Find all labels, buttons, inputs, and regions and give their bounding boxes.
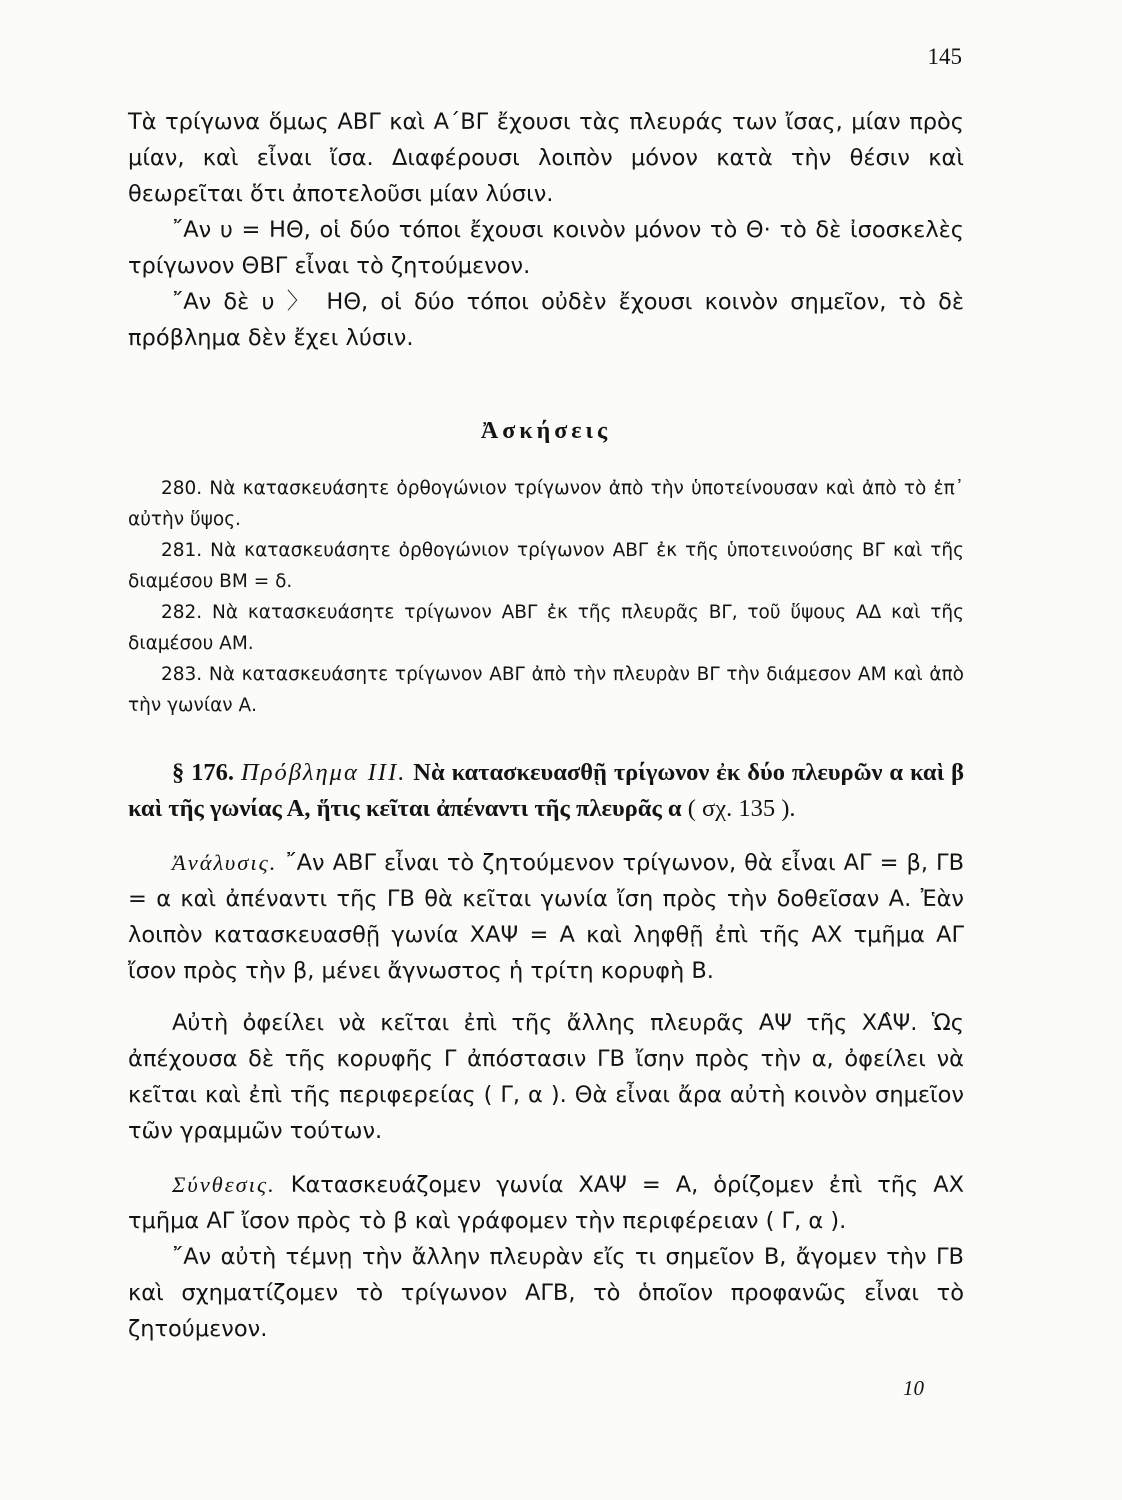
problem-text: Νὰ κατασκευασθῇ τρίγωνον ἐκ δύο πλευρῶν α καὶ β καὶ τῆς γωνίας Α, ἥτις κεῖται ἀπέναντι τῆς πλευρᾶς α	[128, 759, 965, 822]
analysis-paragraph-2: Αὐτὴ ὀφείλει νὰ κεῖται ἐπὶ τῆς ἄλλης πλευρᾶς ΑΨ τῆς ΧΑ̂Ψ. Ὡς ἀπέχουσα δὲ τῆς κορυφῆς Γ ἀπόστασιν ΓΒ ἴσην πρὸς τὴν α, ὀφείλει νὰ κεῖται καὶ ἐπὶ τῆς περιφερείας ( Γ, α ). Θὰ εἶναι ἄρα αὐτὴ κοινὸν σημεῖον τῶν γραμμῶν τούτων.	[128, 1010, 964, 1144]
problem-number: § 176.	[172, 759, 235, 786]
page-body	[128, 104, 964, 1347]
analysis-lead: Ἀνάλυσις.	[172, 850, 278, 875]
analysis-paragraph-1	[128, 845, 964, 989]
analysis-text-1: ῎Αν ΑΒΓ εἶναι τὸ ζητούμενον τρίγωνον, θὰ εἶναι ΑΓ = β, ΓΒ = α καὶ ἀπέναντι τῆς ΓΒ θὰ κεῖται γωνία ἴση πρὸς τὴν δοθεῖσαν Α. Ἐὰν λοιπὸν κατασκευασθῇ γωνία ΧΑΨ = Α καὶ ληφθῇ ἐπὶ τῆς ΑΧ τμῆμα ΑΓ ἴσον πρὸς τὴν β, μένει ἄγνωστος ἡ τρίτη κορυφὴ Β.	[128, 850, 965, 984]
synthesis-text-1: Κατασκευάζομεν γωνία ΧΑΨ = Α, ὁρίζομεν ἐπὶ τῆς ΑΧ τμῆμα ΑΓ ἴσον πρὸς τὸ β καὶ γράφομεν τὴν περιφέρειαν ( Γ, α ).	[128, 1172, 964, 1234]
exercises-heading: Ἀσκήσεις	[480, 418, 612, 444]
synthesis-paragraph-2: ῎Αν αὐτὴ τέμνῃ τὴν ἄλλην πλευρὰν εἴς τι σημεῖον Β, ἄγομεν τὴν ΓΒ καὶ σχηματίζομεν τὸ τρίγωνον ΑΓΒ, τὸ ὁποῖον προφανῶς εἶναι τὸ ζητούμενον.	[128, 1244, 964, 1342]
intro-paragraph-1: Τὰ τρίγωνα ὅμως ΑΒΓ καὶ Α΄ΒΓ ἔχουσι τὰς πλευράς των ἴσας, μίαν πρὸς μίαν, καὶ εἶναι ἴσα. Διαφέρουσι λοιπὸν μόνον κατὰ τὴν θέσιν καὶ θεωρεῖται ὅτι ἀποτελοῦσι μίαν λύσιν.	[128, 109, 964, 207]
intro-paragraph-2: ῎Αν υ = ΗΘ, οἱ δύο τόποι ἔχουσι κοινὸν μόνον τὸ Θ· τὸ δὲ ἰσοσκελὲς τρίγωνον ΘΒΓ εἶναι τὸ ζητούμενον.	[128, 217, 964, 279]
signature-number: 10	[903, 1376, 924, 1400]
problem-statement	[128, 755, 964, 827]
synthesis-paragraph-1	[128, 1167, 964, 1239]
exercise-281: 281. Νὰ κατασκευάσητε ὀρθογώνιον τρίγωνον ΑΒΓ ἐκ τῆς ὑποτεινούσης ΒΓ καὶ τῆς διαμέσου ΒΜ = δ.	[128, 540, 964, 592]
figure-reference: ( σχ. 135 ).	[687, 795, 796, 822]
synthesis-lead: Σύνθεσις.	[172, 1172, 276, 1197]
exercise-282: 282. Νὰ κατασκευάσητε τρίγωνον ΑΒΓ ἐκ τῆς πλευρᾶς ΒΓ, τοῦ ὕψους ΑΔ καὶ τῆς διαμέσου ΑΜ.	[128, 602, 964, 654]
page-number: 145	[927, 44, 962, 69]
exercise-283: 283. Νὰ κατασκευάσητε τρίγωνον ΑΒΓ ἀπὸ τὴν πλευρὰν ΒΓ τὴν διάμεσον ΑΜ καὶ ἀπὸ τὴν γωνίαν Α.	[128, 664, 964, 716]
intro-paragraph-3: ῎Αν δὲ υ 〉 ΗΘ, οἱ δύο τόποι οὐδὲν ἔχουσι κοινὸν σημεῖον, τὸ δὲ πρόβλημα δὲν ἔχει λύσιν.	[128, 289, 964, 351]
exercise-280: 280. Νὰ κατασκευάσητε ὀρθογώνιον τρίγωνον ἀπὸ τὴν ὑποτείνουσαν καὶ ἀπὸ τὸ ἐπ᾿ αὐτὴν ὕψος.	[128, 478, 964, 530]
problem-label: Πρόβλημα ΙΙΙ.	[241, 759, 407, 786]
